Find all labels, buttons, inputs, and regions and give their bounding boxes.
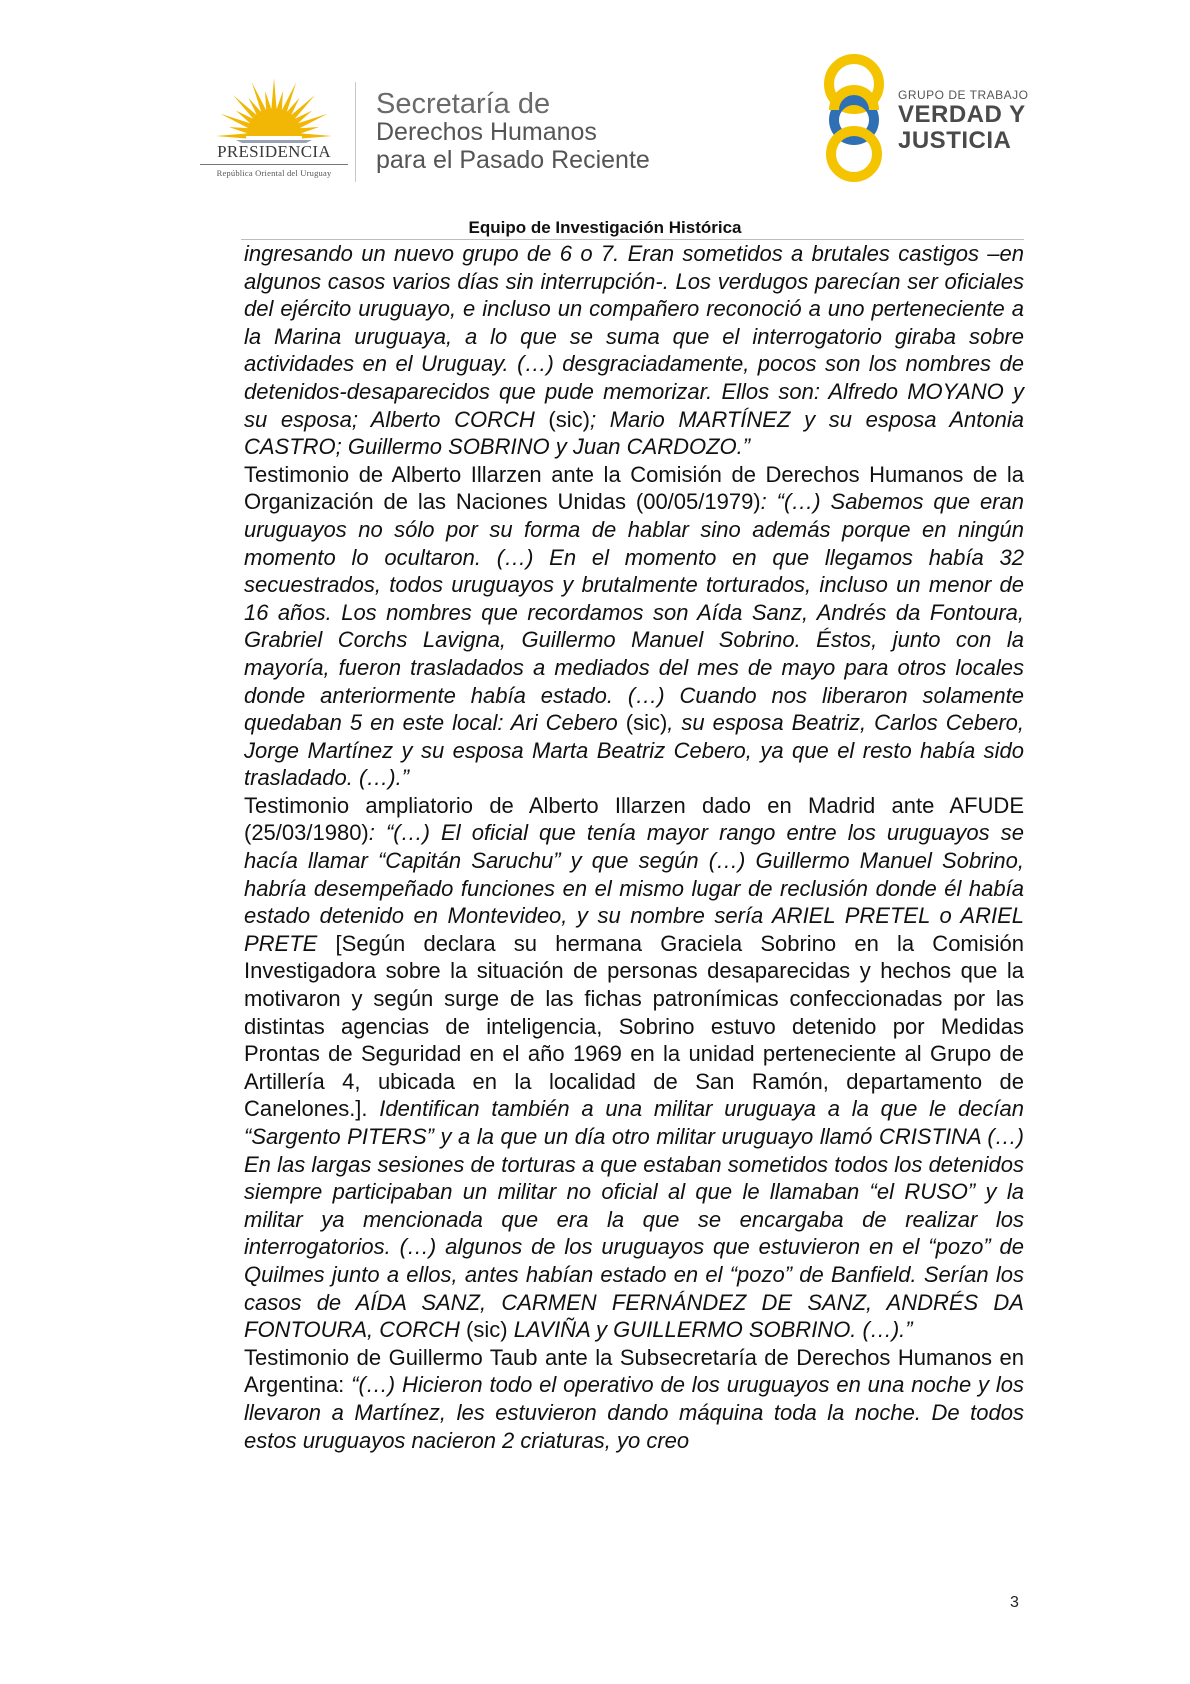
paragraph-1 [244, 240, 1024, 461]
p3-sic: (sic) [459, 1317, 514, 1343]
presidencia-rule [200, 164, 348, 165]
p3-bracket-note: [Según declara su hermana Graciela Sobrino en la Comisión Investigadora sobre la situación de personas desaparecidas y hechos que la motivaron y según surge de las fichas patronímicas confeccionadas por las distintas agencias de inteligencia, Sobrino estuvo detenido por Medidas Prontas de Seguridad en el año 1969 en la unidad perteneciente al Grupo de Artillería 4, ubicada en la localidad de San Ramón, departamento de Canelones.]. [244, 930, 1024, 1122]
p2-sic: (sic) [617, 710, 668, 736]
secretaria-title [376, 90, 650, 174]
grupo-trabajo-label: GRUPO DE TRABAJO [898, 88, 1029, 102]
sun-ray [216, 133, 246, 138]
secretaria-line3: para el Pasado Reciente [376, 146, 650, 174]
paragraph-3 [244, 792, 1024, 1344]
team-title: Equipo de Investigación Histórica [468, 218, 742, 237]
sun-ray [271, 78, 276, 108]
sun-ray [302, 133, 332, 138]
verdad-justicia-text [898, 88, 1028, 154]
sun-ray [233, 95, 256, 118]
p3-quote-end: LAVIÑA y GUILLERMO SOBRINO. (…).” [513, 1317, 913, 1343]
sun-ray [292, 95, 315, 118]
page-number: 3 [1010, 1594, 1019, 1611]
sun-ray [277, 91, 283, 109]
p1-quote: ingresando un nuevo grupo de 6 o 7. Eran sometidos a brutales castigos –en algunos casos varios días sin interrupción-. Los verdugos parecían ser oficiales del ejército uruguayo, e incluso un compañero reconoció a uno perteneciente a la Marina uruguaya, a lo que se suma que el interrogatorio giraba sobre actividades en el Uruguay. (…) desgraciadamente, pocos son los nombres de detenidos-desaparecidos que pude memorizar. Ellos son: Alfredo MOYANO y su esposa; Alberto CORCH [244, 241, 1024, 432]
secretaria-line1: Secretaría de [376, 88, 551, 120]
p1-sic: (sic) [534, 406, 590, 432]
p3-quote-2: Identifican también a una militar uruguaya a la que le decían “Sargento PITERS” y a la que un día otro militar uruguayo llamó CRISTINA (…) En las largas sesiones de torturas a que estaban sometidos todos los detenidos siempre participaban un militar no oficial al que le llamaban “el RUSO” y la militar ya mencionada que era la que se encargaba de realizar los interrogatorios. (…) algunos de los uruguayos que estuvieron en el “pozo” de Quilmes junto a ellos, antes habían estado en el “pozo” de Banfield. Serían los casos de AÍDA SANZ, CARMEN FERNÁNDEZ DE SANZ, ANDRÉS DA FONTOURA, CORCH [244, 1096, 1025, 1343]
p4-quote: “(…) Hicieron todo el operativo de los uruguayos en una noche y los llevaron a Martínez, les estuvieron dando máquina toda la noche. De todos estos uruguayos nacieron 2 criaturas, yo creo [244, 1372, 1024, 1453]
interlinked-rings-icon [818, 54, 898, 184]
p3-quote: : “(…) El oficial que tenía mayor rango entre los uruguayos se hacía llamar “Capitán Saruchu” y que según (…) Guillermo Manuel Sobrino, habría desempeñado funciones en el mismo lugar de reclusión donde él había estado detenido en Montevideo, y su nombre sería ARIEL PRETEL o ARIEL PRETE [244, 820, 1024, 956]
paragraph-2 [244, 461, 1024, 792]
paragraph-4 [244, 1344, 1024, 1454]
presidencia-logo [196, 74, 352, 184]
sun-ray [301, 127, 319, 133]
p3-intro: Testimonio ampliatorio de Alberto Illarzen dado en Madrid ante AFUDE (25/03/1980) [244, 792, 1024, 846]
sun-of-may-icon [216, 74, 332, 144]
sun-ray [229, 127, 247, 133]
presidencia-word: PRESIDENCIA [217, 142, 331, 161]
verdad-justicia-logo [818, 54, 1038, 184]
sun-ray [265, 91, 271, 109]
p2-intro: Testimonio de Alberto Illarzen ante la Comisión de Derechos Humanos de la Organización de las Naciones Unidas (00/05/1979) [244, 461, 1024, 515]
presidencia-subtitle: República Oriental del Uruguay [216, 168, 332, 178]
document-body [244, 240, 1024, 1454]
verdad-label: VERDAD Y [898, 101, 1026, 128]
p1-quote-end: ; Mario MARTÍNEZ y su esposa Antonia CASTRO; Guillermo SOBRINO y Juan CARDOZO.” [244, 406, 1024, 460]
p2-quote: : “(…) Sabemos que eran uruguayos no sólo por su forma de hablar sino además porque en ningún momento lo ocultaron. (…) En el momento en que llegamos había 32 secuestrados, todos uruguayos y brutalmente torturados, incluso un menor de 16 años. Los nombres que recordamos son Aída Sanz, Andrés da Fontoura, Grabriel Corchs Lavigna, Guillermo Manuel Sobrino. Éstos, junto con la mayoría, fueron trasladados a mediados del mes de mayo para otros locales donde anteriormente había estado. (…) Cuando nos liberaron solamente quedaban 5 en este local: Ari Cebero [244, 489, 1024, 736]
header-divider [355, 82, 356, 182]
p2-quote-end: , su esposa Beatriz, Carlos Cebero, Jorge Martínez y su esposa Marta Beatriz Cebero, ya que el resto había sido trasladado. (…).” [244, 710, 1024, 791]
p4-intro: Testimonio de Guillermo Taub ante la Subsecretaría de Derechos Humanos en Argentina: [244, 1344, 1024, 1398]
justicia-label: JUSTICIA [898, 127, 1012, 154]
page-header [0, 0, 1190, 250]
secretaria-line2: Derechos Humanos [376, 118, 597, 146]
